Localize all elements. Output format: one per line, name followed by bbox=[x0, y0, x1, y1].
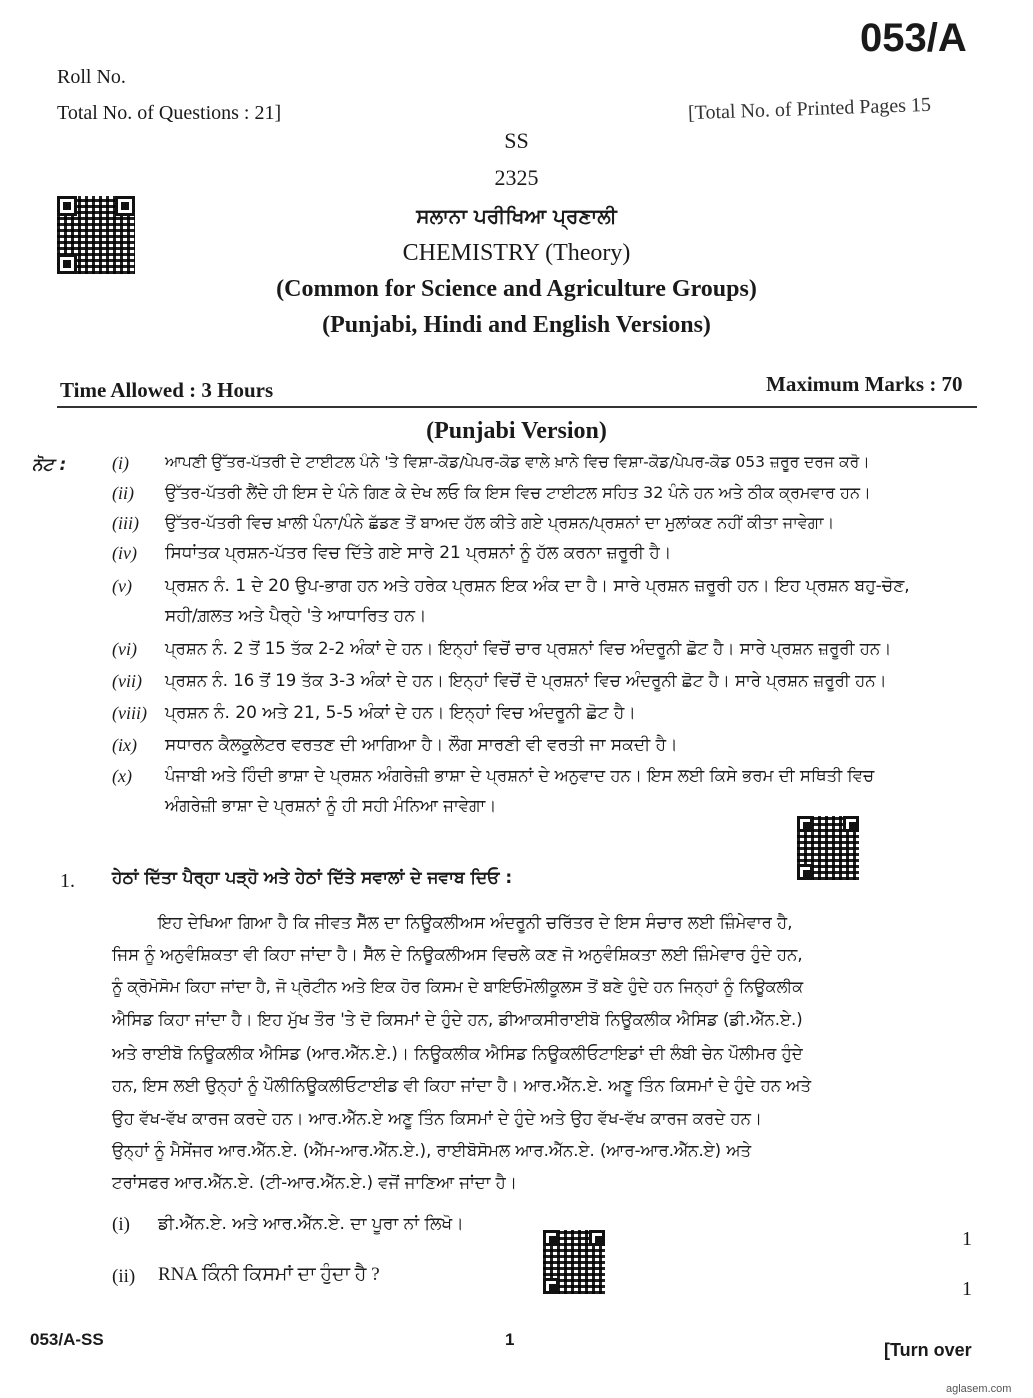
note-text: ਪ੍ਰਸ਼ਨ ਨੰ. 16 ਤੋਂ 19 ਤੱਕ 3-3 ਅੰਕਾਂ ਦੇ ਹਨ। ਇਨ੍ਹਾਂ ਵਿਚੋਂ ਦੋ ਪ੍ਰਸ਼ਨਾਂ ਵਿਚ ਅੰਦਰੂਨੀ ਛੋਟ ਹੈ। ਸਾਰੇ ਪ੍ਰਸ਼ਨ ਜ਼ਰੂਰੀ ਹਨ। bbox=[165, 671, 887, 690]
note-num: (viii) bbox=[112, 703, 147, 723]
maximum-marks: Maximum Marks : 70 bbox=[766, 372, 963, 396]
paragraph-line: ਐਸਿਡ ਕਿਹਾ ਜਾਂਦਾ ਹੈ। ਇਹ ਮੁੱਖ ਤੌਰ 'ਤੇ ਦੋ ਕਿਸਮਾਂ ਦੇ ਹੁੰਦੇ ਹਨ, ਡੀਆਕਸੀਰਾਈਬੋ ਨਿਊਕਲੀਕ ਐਸਿਡ (ਡੀ.ਐੱਨ.ਏ.) bbox=[112, 1010, 803, 1029]
note-label: ਨੋਟ : bbox=[32, 455, 67, 475]
versions-title: (Punjabi, Hindi and English Versions) bbox=[322, 312, 711, 338]
note-num: (v) bbox=[112, 576, 132, 596]
punjabi-version-heading: (Punjabi Version) bbox=[426, 418, 607, 444]
paragraph-line: ਉਨ੍ਹਾਂ ਨੂੰ ਮੈਸੇਂਜਰ ਆਰ.ਐੱਨ.ਏ. (ਐੱਮ-ਆਰ.ਐੱਨ.ਏ.), ਰਾਈਬੋਸੋਮਲ ਆਰ.ਐੱਨ.ਏ. (ਆਰ-ਆਰ.ਐੱਨ.ਏ) ਅਤੇ bbox=[112, 1141, 752, 1160]
note-text: ਪ੍ਰਸ਼ਨ ਨੰ. 2 ਤੋਂ 15 ਤੱਕ 2-2 ਅੰਕਾਂ ਦੇ ਹਨ। ਇਨ੍ਹਾਂ ਵਿਚੋਂ ਚਾਰ ਪ੍ਰਸ਼ਨਾਂ ਵਿਚ ਅੰਦਰੂਨੀ ਛੋਟ ਹੈ। ਸਾਰੇ ਪ੍ਰਸ਼ਨ ਜ਼ਰੂਰੀ ਹਨ। bbox=[165, 639, 892, 658]
note-text-continued: ਅੰਗਰੇਜ਼ੀ ਭਾਸ਼ਾ ਦੇ ਪ੍ਰਸ਼ਨਾਂ ਨੂੰ ਹੀ ਸਹੀ ਮੰਨਿਆ ਜਾਵੇਗਾ। bbox=[165, 796, 497, 815]
subquestion-number: (i) bbox=[112, 1214, 130, 1235]
series-code: SS bbox=[504, 128, 529, 153]
exam-title-punjabi: ਸਲਾਨਾ ਪਰੀਖਿਆ ਪ੍ਰਣਾਲੀ bbox=[416, 204, 617, 228]
header-divider bbox=[57, 406, 977, 408]
subquestion-number: (ii) bbox=[112, 1266, 136, 1287]
note-text: ਉੱਤਰ-ਪੱਤਰੀ ਵਿਚ ਖ਼ਾਲੀ ਪੰਨਾ/ਪੰਨੇ ਛੱਡਣ ਤੋਂ ਬਾਅਦ ਹੱਲ ਕੀਤੇ ਗਏ ਪ੍ਰਸ਼ਨ/ਪ੍ਰਸ਼ਨਾਂ ਦਾ ਮੁਲਾਂਕਣ ਨਹੀਂ ਕੀਤਾ ਜਾਵੇਗਾ। bbox=[165, 513, 835, 532]
paragraph-line: ਉਹ ਵੱਖ-ਵੱਖ ਕਾਰਜ ਕਰਦੇ ਹਨ। ਆਰ.ਐੱਨ.ਏ ਅਣੂ ਤਿੰਨ ਕਿਸਮਾਂ ਦੇ ਹੁੰਦੇ ਅਤੇ ਉਹ ਵੱਖ-ਵੱਖ ਕਾਰਜ ਕਰਦੇ ਹਨ। bbox=[112, 1109, 763, 1128]
note-num: (x) bbox=[112, 766, 132, 786]
subject-title: CHEMISTRY (Theory) bbox=[402, 240, 631, 266]
question-number: 1. bbox=[60, 870, 75, 892]
question-prompt: ਹੇਠਾਂ ਦਿੱਤਾ ਪੈਰ੍ਹਾ ਪੜ੍ਹੋ ਅਤੇ ਹੇਠਾਂ ਦਿੱਤੇ ਸਵਾਲਾਂ ਦੇ ਜਵਾਬ ਦਿਓ : bbox=[112, 868, 513, 888]
note-text: ਪ੍ਰਸ਼ਨ ਨੰ. 1 ਦੇ 20 ਉਪ-ਭਾਗ ਹਨ ਅਤੇ ਹਰੇਕ ਪ੍ਰਸ਼ਨ ਇਕ ਅੰਕ ਦਾ ਹੈ। ਸਾਰੇ ਪ੍ਰਸ਼ਨ ਜ਼ਰੂਰੀ ਹਨ। ਇਹ ਪ੍ਰਸ਼ਨ ਬਹੁ-ਚੋਣ, bbox=[165, 576, 910, 596]
note-text: ਪ੍ਰਸ਼ਨ ਨੰ. 20 ਅਤੇ 21, 5-5 ਅੰਕਾਂ ਦੇ ਹਨ। ਇਨ੍ਹਾਂ ਵਿਚ ਅੰਦਰੂਨੀ ਛੋਟ ਹੈ। bbox=[165, 703, 636, 723]
subquestion-marks: 1 bbox=[962, 1228, 972, 1250]
paragraph-line: ਇਹ ਦੇਖਿਆ ਗਿਆ ਹੈ ਕਿ ਜੀਵਤ ਸੈੱਲ ਦਾ ਨਿਊਕਲੀਅਸ ਅੰਦਰੂਨੀ ਚਰਿੱਤਰ ਦੇ ਇਸ ਸੰਚਾਰ ਲਈ ਜ਼ਿੰਮੇਵਾਰ ਹੈ, bbox=[158, 913, 793, 932]
qr-code-icon bbox=[797, 816, 859, 880]
paragraph-line: ਨੂੰ ਕ੍ਰੋਮੋਸੋਮ ਕਿਹਾ ਜਾਂਦਾ ਹੈ, ਜੋ ਪ੍ਰੋਟੀਨ ਅਤੇ ਇਕ ਹੋਰ ਕਿਸਮ ਦੇ ਬਾਇਓਮੋਲੀਕੂਲਸ ਤੋਂ ਬਣੇ ਹੁੰਦੇ ਹਨ ਜਿਨ੍ਹਾਂ ਨੂੰ ਨਿਊਕਲੀਕ bbox=[112, 977, 804, 996]
paper-code: 053/A bbox=[860, 16, 967, 60]
paragraph-line: ਹਨ, ਇਸ ਲਈ ਉਨ੍ਹਾਂ ਨੂੰ ਪੌਲੀਨਿਊਕਲੀਓਟਾਈਡ ਵੀ ਕਿਹਾ ਜਾਂਦਾ ਹੈ। ਆਰ.ਐੱਨ.ਏ. ਅਣੂ ਤਿੰਨ ਕਿਸਮਾਂ ਦੇ ਹੁੰਦੇ ਹਨ ਅਤੇ bbox=[112, 1076, 812, 1095]
time-allowed: Time Allowed : 3 Hours bbox=[60, 378, 274, 402]
note-num: (ix) bbox=[112, 735, 137, 755]
note-text: ਪੰਜਾਬੀ ਅਤੇ ਹਿੰਦੀ ਭਾਸ਼ਾ ਦੇ ਪ੍ਰਸ਼ਨ ਅੰਗਰੇਜ਼ੀ ਭਾਸ਼ਾ ਦੇ ਪ੍ਰਸ਼ਨਾਂ ਦੇ ਅਨੁਵਾਦ ਹਨ। ਇਸ ਲਈ ਕਿਸੇ ਭਰਮ ਦੀ ਸਥਿਤੀ ਵਿਚ bbox=[165, 766, 875, 785]
note-num: (vi) bbox=[112, 639, 137, 659]
subquestion-text: ਡੀ.ਐੱਨ.ਏ. ਅਤੇ ਆਰ.ਐੱਨ.ਏ. ਦਾ ਪੂਰਾ ਨਾਂ ਲਿਖੋ। bbox=[158, 1214, 464, 1234]
subquestion-marks: 1 bbox=[962, 1278, 972, 1300]
note-text: ਆਪਣੀ ਉੱਤਰ-ਪੱਤਰੀ ਦੇ ਟਾਈਟਲ ਪੰਨੇ 'ਤੇ ਵਿਸ਼ਾ-ਕੋਡ/ਪੇਪਰ-ਕੋਡ ਵਾਲੇ ਖ਼ਾਨੇ ਵਿਚ ਵਿਸ਼ਾ-ਕੋਡ/ਪੇਪਰ-ਕੋਡ 053 ਜ਼ਰੂਰ ਦਰਜ ਕਰੋ। bbox=[165, 453, 870, 471]
note-text: ਸਿਧਾਂਤਕ ਪ੍ਰਸ਼ਨ-ਪੱਤਰ ਵਿਚ ਦਿੱਤੇ ਗਏ ਸਾਰੇ 21 ਪ੍ਰਸ਼ਨਾਂ ਨੂੰ ਹੱਲ ਕਰਨਾ ਜ਼ਰੂਰੀ ਹੈ। bbox=[165, 543, 672, 563]
note-text-continued: ਸਹੀ/ਗ਼ਲਤ ਅਤੇ ਪੈਰ੍ਹੇ 'ਤੇ ਆਧਾਰਿਤ ਹਨ। bbox=[165, 606, 427, 626]
paragraph-line: ਜਿਸ ਨੂੰ ਅਨੁਵੰਸ਼ਿਕਤਾ ਵੀ ਕਿਹਾ ਜਾਂਦਾ ਹੈ। ਸੈੱਲ ਦੇ ਨਿਊਕਲੀਅਸ ਵਿਚਲੇ ਕਣ ਜੋ ਅਨੁਵੰਸ਼ਿਕਤਾ ਲਈ ਜ਼ਿੰਮੇਵਾਰ ਹੁੰਦੇ ਹਨ, bbox=[112, 945, 803, 964]
total-questions: Total No. of Questions : 21] bbox=[57, 102, 282, 124]
page-number: 1 bbox=[505, 1330, 515, 1349]
total-pages: [Total No. of Printed Pages 15 bbox=[687, 93, 932, 125]
session-code: 2325 bbox=[494, 165, 539, 190]
note-num: (vii) bbox=[112, 671, 142, 691]
paragraph-line: ਅਤੇ ਰਾਈਬੋ ਨਿਊਕਲੀਕ ਐਸਿਡ (ਆਰ.ਐੱਨ.ਏ.)। ਨਿਊਕਲੀਕ ਐਸਿਡ ਨਿਊਕਲੀਓਟਾਇਡਾਂ ਦੀ ਲੰਬੀ ਚੇਨ ਪੌਲੀਮਰ ਹੁੰਦੇ bbox=[112, 1044, 803, 1063]
groups-title: (Common for Science and Agriculture Groups) bbox=[276, 276, 757, 302]
note-text: ਸਧਾਰਨ ਕੈਲਕੂਲੇਟਰ ਵਰਤਣ ਦੀ ਆਗਿਆ ਹੈ। ਲੌਗ ਸਾਰਣੀ ਵੀ ਵਰਤੀ ਜਾ ਸਕਦੀ ਹੈ। bbox=[165, 735, 678, 755]
paragraph-line: ਟਰਾਂਸਫਰ ਆਰ.ਐੱਨ.ਏ. (ਟੀ-ਆਰ.ਐੱਨ.ਏ.) ਵਜੋਂ ਜਾਣਿਆ ਜਾਂਦਾ ਹੈ। bbox=[112, 1173, 517, 1192]
note-text: ਉੱਤਰ-ਪੱਤਰੀ ਲੈਂਦੇ ਹੀ ਇਸ ਦੇ ਪੰਨੇ ਗਿਣ ਕੇ ਦੇਖ ਲਓ ਕਿ ਇਸ ਵਿਚ ਟਾਈਟਲ ਸਹਿਤ 32 ਪੰਨੇ ਹਨ ਅਤੇ ਠੀਕ ਕ੍ਰਮਵਾਰ ਹਨ। bbox=[165, 483, 871, 502]
subquestion-text: RNA ਕਿੰਨੀ ਕਿਸਮਾਂ ਦਾ ਹੁੰਦਾ ਹੈ ? bbox=[158, 1264, 380, 1285]
note-num: (ii) bbox=[112, 483, 134, 503]
roll-no-label: Roll No. bbox=[57, 66, 126, 88]
turn-over: [Turn over bbox=[884, 1340, 972, 1360]
footer-code: 053/A-SS bbox=[30, 1330, 104, 1349]
note-num: (iii) bbox=[112, 513, 139, 533]
qr-code-icon bbox=[543, 1230, 605, 1294]
note-num: (iv) bbox=[112, 543, 137, 563]
watermark: aglasem.com bbox=[946, 1383, 1012, 1395]
note-num: (i) bbox=[112, 453, 129, 473]
